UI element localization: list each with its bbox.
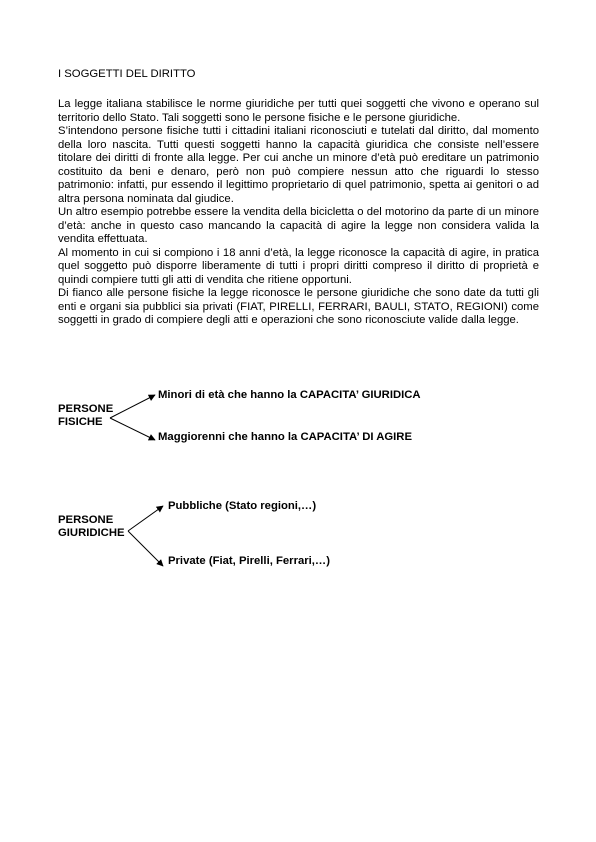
branch-pubbliche: Pubbliche (Stato regioni,…) <box>168 500 317 512</box>
branch-private: Private (Fiat, Pirelli, Ferrari,…) <box>168 555 330 567</box>
arrow-fisiche-top <box>110 395 155 418</box>
arrow-fisiche-bottom <box>110 418 155 440</box>
branch-maggiorenni: Maggiorenni che hanno la CAPACITA’ DI AGIRE <box>158 431 412 443</box>
paragraph: La legge italiana stabilisce le norme giuridiche per tutti quei soggetti che vivono e operano sul territorio dello Stato. Tali soggetti sono le persone fisiche e le persone giuridiche. <box>58 98 539 124</box>
persone-giuridiche-label-line2: GIURIDICHE <box>58 527 125 539</box>
paragraph: Un altro esempio potrebbe essere la vendita della bicicletta o del motorino da parte di un minore d’età: anche in questo caso mancando la capacità di agire la legge non considera valida la vendita effettuata. <box>58 206 539 245</box>
arrow-giuridiche-bottom <box>128 531 163 566</box>
arrow-giuridiche-top <box>128 506 163 531</box>
paragraph: S’intendono persone fisiche tutti i cittadini italiani riconosciuti e tutelati dal diritto, dal momento della loro nascita. Tutti questi soggetti hanno la capacità giuridica che consiste nell’essere titolare dei diritti di fronte alla legge. Per cui anche un minore d’età può ereditare un patrimonio costituito da beni e denaro, però non può compiere nessun atto che riguardi lo stesso patrimonio: infatti, pur essendo il legittimo proprietario di quel patrimonio, spetta ai genitori o ad altra persona nominata dal giudice. <box>58 125 539 205</box>
persone-fisiche-label-line2: FISICHE <box>58 416 103 428</box>
persone-fisiche-label-line1: PERSONE <box>58 403 114 415</box>
paragraph: Di fianco alle persone fisiche la legge riconosce le persone giuridiche che sono date da tutti gli enti e organi sia pubblici sia privati (FIAT, PIRELLI, FERRARI, BAULI, STATO, REGIONI) come soggetti in grado di compiere degli atti e operazioni che sono riconosciute valide dalla legge. <box>58 287 539 326</box>
branch-minori: Minori di età che hanno la CAPACITA’ GIURIDICA <box>158 389 421 401</box>
paragraph: Al momento in cui si compiono i 18 anni d’età, la legge riconosce la capacità di agire, in pratica quel soggetto può disporre liberamente di tutti i propri diritti compreso il diritto di proprietà e quindi compiere tutti gli atti di vendita che ritiene opportuni. <box>58 246 539 286</box>
persone-giuridiche-label-line1: PERSONE <box>58 514 114 526</box>
document-title: I SOGGETTI DEL DIRITTO <box>58 68 196 80</box>
